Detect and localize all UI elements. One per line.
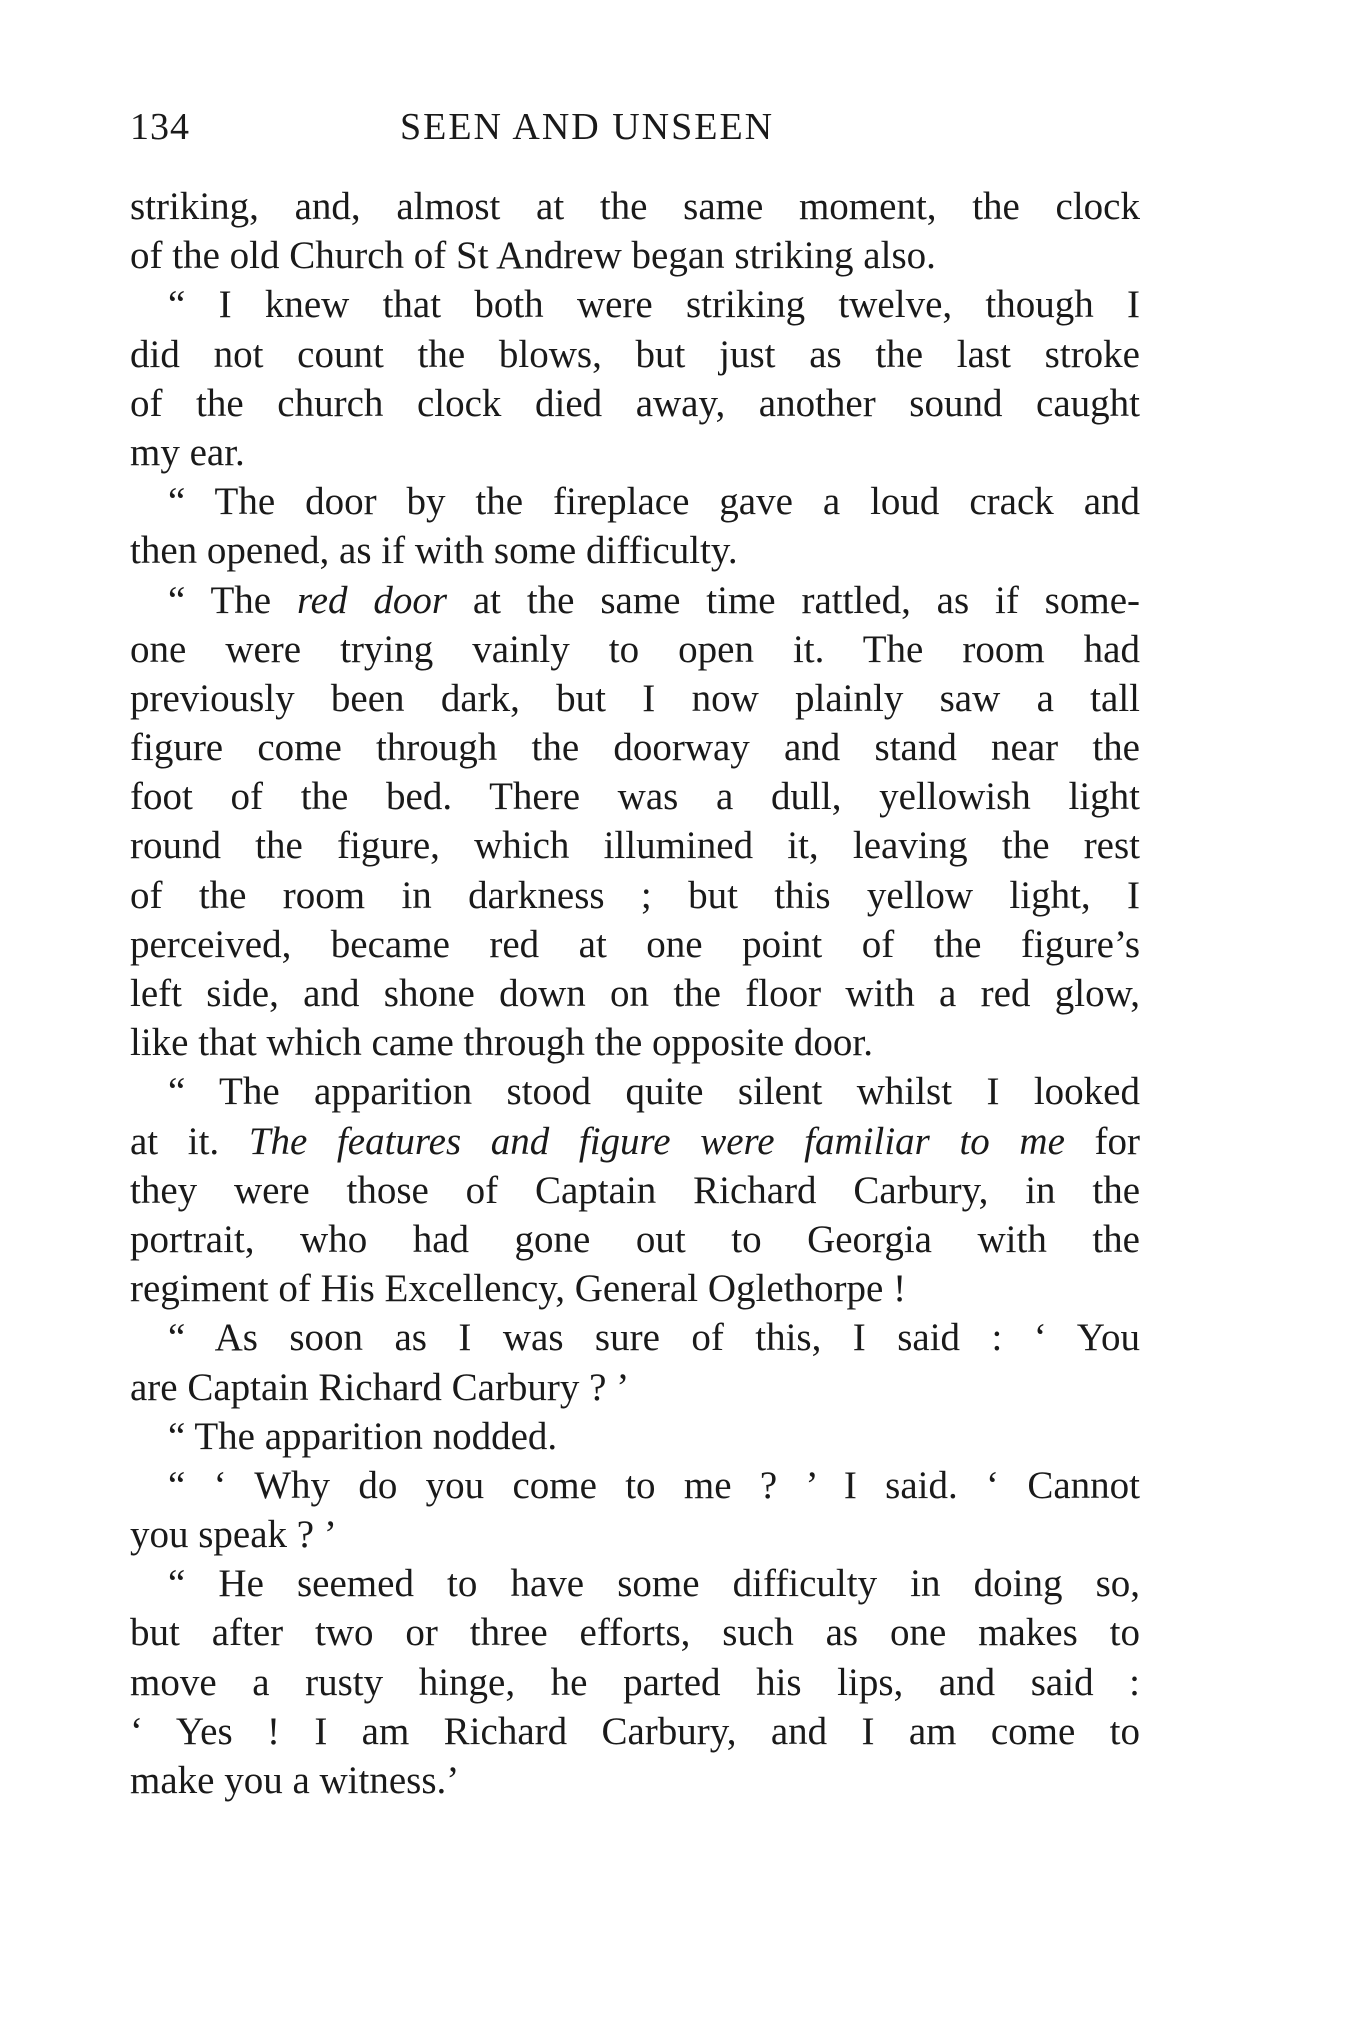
running-head: SEEN AND UNSEEN	[400, 106, 775, 148]
text-line: portrait, who had gone out to Georgia with the	[130, 1217, 1140, 1261]
text-line: ‘ Yes ! I am Richard Carbury, and I am come to	[130, 1709, 1140, 1753]
text-line: “ I knew that both were striking twelve, though I	[168, 283, 1140, 327]
body-text	[130, 182, 1140, 1805]
text-fragment: for	[1064, 1119, 1140, 1163]
text-line: “ As soon as I was sure of this, I said : ‘ You	[168, 1316, 1140, 1360]
text-line: my ear.	[130, 430, 245, 474]
text-line: perceived, became red at one point of the figure’s	[130, 922, 1140, 966]
text-fragment: at it.	[130, 1119, 249, 1163]
text-line: “ The apparition stood quite silent whilst I looked	[168, 1070, 1140, 1114]
text-line	[130, 1117, 1140, 1166]
text-line: of the old Church of St Andrew began striking also.	[130, 234, 936, 278]
text-line: round the figure, which illumined it, leaving the rest	[130, 824, 1140, 868]
italic-phrase: red door	[296, 578, 447, 622]
page-header	[130, 105, 1140, 165]
text-line: previously been dark, but I now plainly saw a tall	[130, 676, 1140, 720]
text-line: “ The door by the fireplace gave a loud crack and	[168, 480, 1140, 524]
text-line: make you a witness.’	[130, 1759, 460, 1802]
text-line: one were trying vainly to open it. The room had	[130, 627, 1140, 671]
text-line	[130, 576, 1140, 625]
page-number: 134	[130, 106, 190, 148]
italic-phrase: The features and figure were familiar to me	[248, 1119, 1065, 1163]
text-line: of the room in darkness ; but this yellow light, I	[130, 873, 1140, 917]
text-line: “ He seemed to have some difficulty in doing so,	[168, 1562, 1140, 1606]
text-fragment: at the same time rattled, as if some-	[447, 578, 1140, 622]
text-line: of the church clock died away, another sound caught	[130, 381, 1140, 425]
text-line: but after two or three efforts, such as one makes to	[130, 1611, 1140, 1655]
text-line: striking, and, almost at the same moment, the clock	[130, 185, 1140, 228]
text-line: foot of the bed. There was a dull, yellowish light	[130, 775, 1140, 819]
text-line: “ The apparition nodded.	[168, 1414, 558, 1458]
text-line: regiment of His Excellency, General Oglethorpe !	[130, 1267, 907, 1311]
text-fragment: “ The	[168, 578, 297, 622]
text-line: like that which came through the opposite door.	[130, 1021, 873, 1065]
text-line: did not count the blows, but just as the last stroke	[130, 332, 1140, 376]
text-line: then opened, as if with some difficulty.	[130, 529, 738, 573]
text-line: you speak ? ’	[130, 1513, 337, 1557]
text-line: left side, and shone down on the floor with a red glow,	[130, 972, 1140, 1015]
text-line: “ ‘ Why do you come to me ? ’ I said. ‘ Cannot	[168, 1463, 1140, 1507]
text-line: are Captain Richard Carbury ? ’	[130, 1365, 630, 1409]
text-line: figure come through the doorway and stand near the	[130, 726, 1140, 770]
text-line: they were those of Captain Richard Carbury, in the	[130, 1168, 1140, 1212]
text-line: move a rusty hinge, he parted his lips, and said :	[130, 1660, 1140, 1704]
